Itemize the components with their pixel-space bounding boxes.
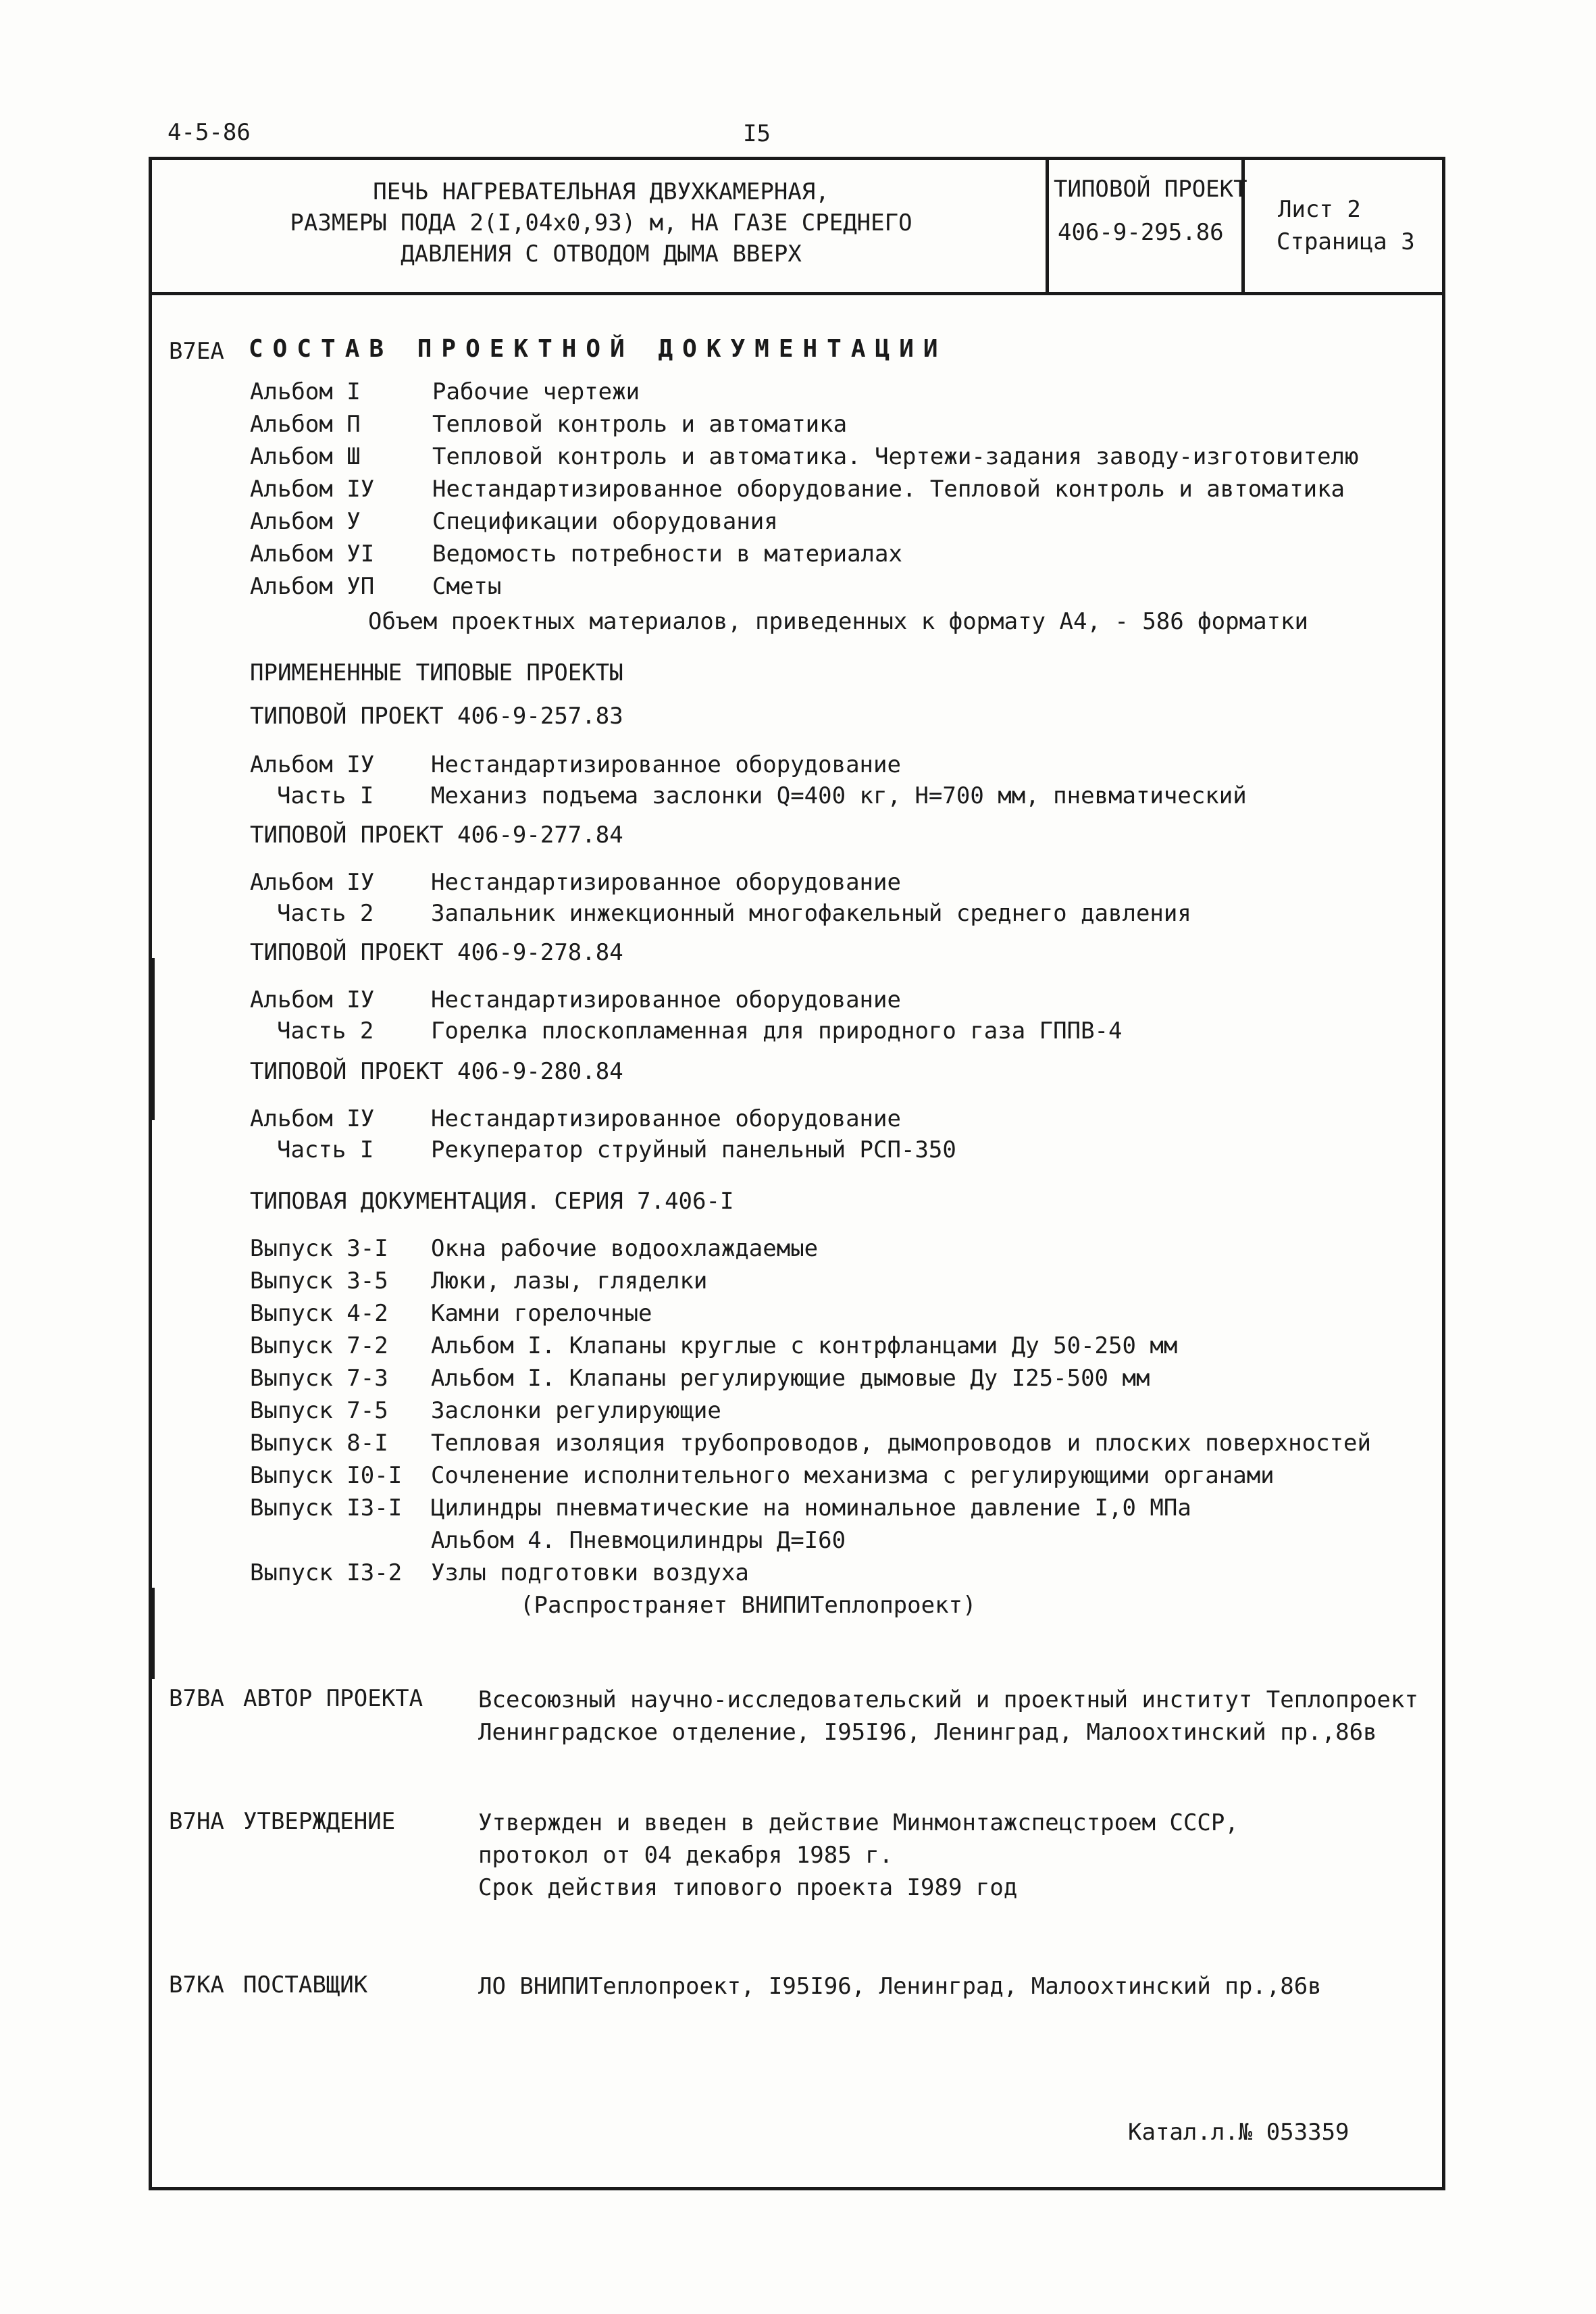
catalog-number: Катал.л.№ 053359 <box>1128 2119 1349 2146</box>
composition-code: В7ЕА <box>169 338 224 365</box>
issue-6-desc: Заслонки регулирующие <box>431 1397 721 1424</box>
applied-album-name: Альбом IУ <box>250 1105 375 1132</box>
composition-heading: СОСТАВ ПРОЕКТНОЙ ДОКУМЕНТАЦИИ <box>249 335 948 363</box>
issue-9-name: Выпуск I3-I <box>250 1494 403 1521</box>
album-7-name: Альбом УП <box>250 573 375 600</box>
applied-album-name: Альбом IУ <box>250 751 375 778</box>
applied-project-title: ТИПОВОЙ ПРОЕКТ 406-9-280.84 <box>250 1058 623 1085</box>
approval-line-3: Срок действия типового проекта I989 год <box>478 1874 1018 1901</box>
issue-4-desc: Альбом I. Клапаны круглые с контрфланцами Ду 50-250 мм <box>431 1332 1178 1359</box>
header-divider-1 <box>1046 157 1049 295</box>
distributor-note: (Распространяет ВНИПИТеплопроект) <box>520 1592 977 1619</box>
album-2-name: Альбом П <box>250 411 361 438</box>
header-title-line-1: ПЕЧЬ НАГРЕВАТЕЛЬНАЯ ДВУХКАМЕРНАЯ, <box>373 178 829 205</box>
issue-7-desc: Тепловая изоляция трубопроводов, дымопроводов и плоских поверхностей <box>431 1430 1371 1457</box>
header-bottom-rule <box>149 292 1445 295</box>
series-heading: ТИПОВАЯ ДОКУМЕНТАЦИЯ. СЕРИЯ 7.406-I <box>250 1188 734 1215</box>
applied-part-name: Часть I <box>277 782 374 809</box>
issue-9-desc: Цилиндры пневматические на номинальное давление I,0 МПа <box>431 1494 1191 1521</box>
album-1-desc: Рабочие чертежи <box>432 378 640 405</box>
applied-part-name: Часть 2 <box>277 900 374 927</box>
margin-mark-lower <box>152 1588 155 1679</box>
author-line-2: Ленинградское отделение, I95I96, Ленинград, Малоохтинский пр.,86в <box>478 1719 1377 1746</box>
project-label: ТИПОВОЙ ПРОЕКТ <box>1054 176 1247 203</box>
issue-7-name: Выпуск 8-I <box>250 1430 388 1457</box>
album-5-name: Альбом У <box>250 508 361 535</box>
applied-part-name: Часть 2 <box>277 1017 374 1045</box>
volume-note: Объем проектных материалов, приведенных к формату А4, - 586 форматки <box>368 608 1308 635</box>
header-title-line-2: РАЗМЕРЫ ПОДА 2(I,04х0,93) м, НА ГАЗЕ СРЕДНЕГО <box>290 209 912 236</box>
approval-code: В7НА <box>169 1808 224 1835</box>
album-5-desc: Спецификации оборудования <box>432 508 778 535</box>
album-4-desc: Нестандартизированное оборудование. Тепловой контроль и автоматика <box>432 476 1345 503</box>
approval-line-1: Утвержден и введен в действие Минмонтажспецстроем СССР, <box>478 1809 1239 1836</box>
issue-5-desc: Альбом I. Клапаны регулирующие дымовые Ду I25-500 мм <box>431 1365 1150 1392</box>
applied-album-desc: Нестандартизированное оборудование <box>431 869 901 896</box>
applied-part-desc: Рекуператор струйный панельный РСП-350 <box>431 1136 956 1163</box>
page-label: Страница 3 <box>1277 228 1415 255</box>
album-4-name: Альбом IУ <box>250 476 375 503</box>
author-code: В7ВА <box>169 1685 224 1712</box>
header-title <box>162 177 1040 270</box>
author-label: АВТОР ПРОЕКТА <box>243 1685 423 1712</box>
issue-5-name: Выпуск 7-3 <box>250 1365 388 1392</box>
issue-6-name: Выпуск 7-5 <box>250 1397 388 1424</box>
album-1-name: Альбом I <box>250 378 361 405</box>
header-title-line-3: ДАВЛЕНИЯ С ОТВОДОМ ДЫМА ВВЕРХ <box>401 240 802 268</box>
issue-3-name: Выпуск 4-2 <box>250 1300 388 1327</box>
issue-4-name: Выпуск 7-2 <box>250 1332 388 1359</box>
approval-line-2: протокол от 04 декабря 1985 г. <box>478 1842 894 1869</box>
page-number: I5 <box>743 120 771 147</box>
applied-project-title: ТИПОВОЙ ПРОЕКТ 406-9-277.84 <box>250 822 623 849</box>
approval-label: УТВЕРЖДЕНИЕ <box>243 1808 396 1835</box>
album-6-name: Альбом УI <box>250 540 375 568</box>
album-2-desc: Тепловой контроль и автоматика <box>432 411 848 438</box>
supplier-code: В7КА <box>169 1971 224 1998</box>
applied-project-title: ТИПОВОЙ ПРОЕКТ 406-9-257.83 <box>250 703 623 730</box>
issue-8-desc: Сочленение исполнительного механизма с регулирующими органами <box>431 1462 1275 1489</box>
margin-mark-upper <box>152 958 155 1120</box>
project-number: 406-9-295.86 <box>1058 219 1224 246</box>
document-date: 4-5-86 <box>168 119 251 146</box>
author-line-1: Всесоюзный научно-исследовательский и проектный институт Теплопроект <box>478 1686 1418 1713</box>
applied-project-title: ТИПОВОЙ ПРОЕКТ 406-9-278.84 <box>250 939 623 966</box>
applied-album-desc: Нестандартизированное оборудование <box>431 986 901 1013</box>
issue-11-desc: Узлы подготовки воздуха <box>431 1559 749 1586</box>
supplier-label: ПОСТАВЩИК <box>243 1971 368 1998</box>
issue-2-desc: Люки, лазы, гляделки <box>431 1267 708 1294</box>
applied-album-desc: Нестандартизированное оборудование <box>431 751 901 778</box>
applied-part-desc: Механиз подъема заслонки Q=400 кг, Н=700 мм, пневматический <box>431 782 1247 809</box>
applied-part-desc: Запальник инжекционный многофакельный среднего давления <box>431 900 1191 927</box>
album-6-desc: Ведомость потребности в материалах <box>432 540 902 568</box>
issue-8-name: Выпуск I0-I <box>250 1462 403 1489</box>
issue-1-name: Выпуск 3-I <box>250 1235 388 1262</box>
supplier-text: ЛО ВНИПИТеплопроект, I95I96, Ленинград, Малоохтинский пр.,86в <box>478 1973 1322 2000</box>
applied-album-desc: Нестандартизированное оборудование <box>431 1105 901 1132</box>
issue-11-name: Выпуск I3-2 <box>250 1559 403 1586</box>
album-7-desc: Сметы <box>432 573 502 600</box>
applied-part-desc: Горелка плоскопламенная для природного газа ГППВ-4 <box>431 1017 1123 1045</box>
sheet-number: Лист 2 <box>1278 196 1361 223</box>
album-3-name: Альбом Ш <box>250 443 361 470</box>
album-3-desc: Тепловой контроль и автоматика. Чертежи-задания заводу-изготовителю <box>432 443 1359 470</box>
applied-part-name: Часть I <box>277 1136 374 1163</box>
applied-album-name: Альбом IУ <box>250 986 375 1013</box>
issue-1-desc: Окна рабочие водоохлаждаемые <box>431 1235 819 1262</box>
applied-album-name: Альбом IУ <box>250 869 375 896</box>
issue-2-name: Выпуск 3-5 <box>250 1267 388 1294</box>
issue-10-desc: Альбом 4. Пневмоцилиндры Д=I60 <box>431 1527 846 1554</box>
issue-3-desc: Камни горелочные <box>431 1300 652 1327</box>
applied-heading: ПРИМЕНЕННЫЕ ТИПОВЫЕ ПРОЕКТЫ <box>250 659 623 686</box>
